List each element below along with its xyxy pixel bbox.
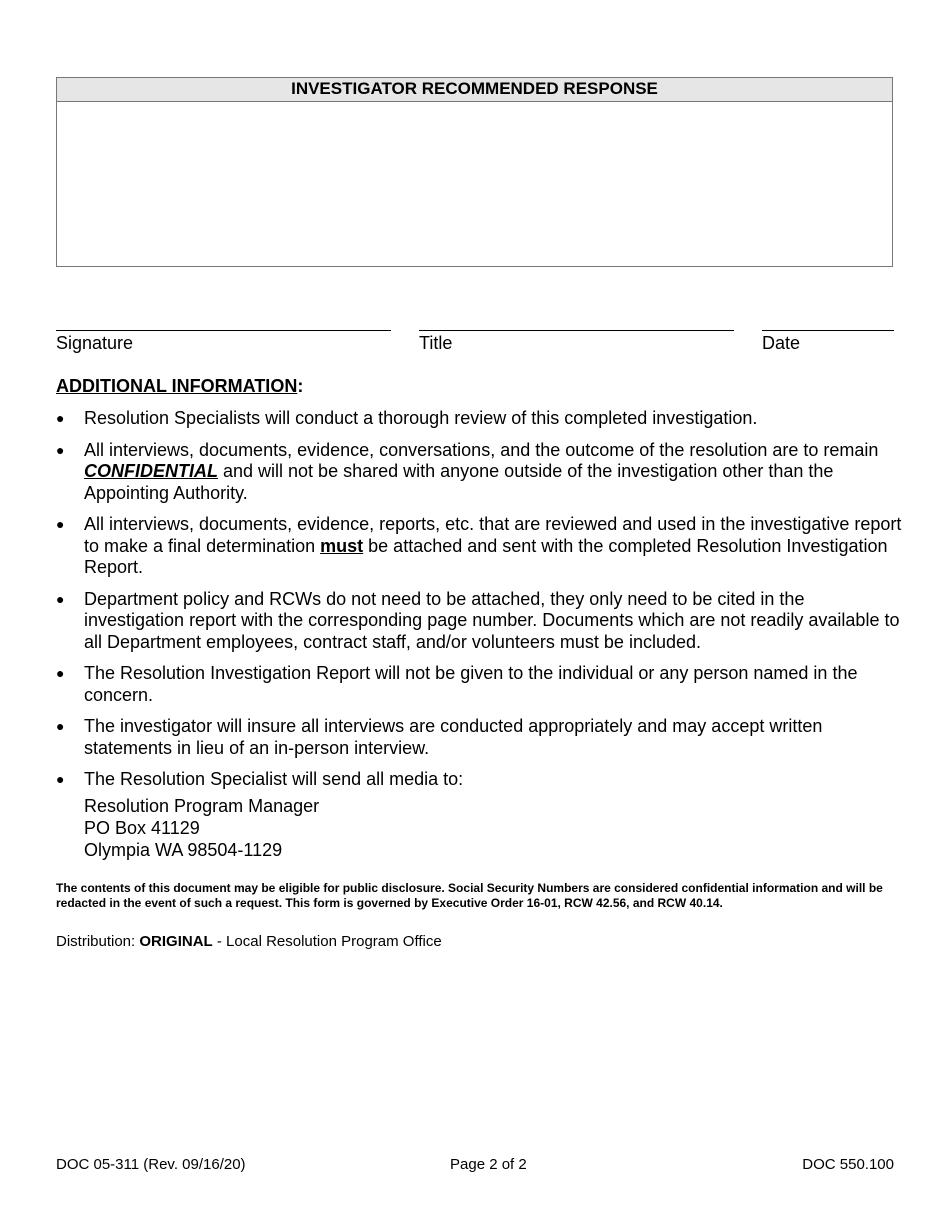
must-after: be attached and sent with the completed Resolution Investigation Report. [84, 535, 888, 577]
bullet-icon: ● [56, 665, 65, 681]
list-item-text [84, 440, 906, 505]
title-label: Title [419, 333, 453, 353]
public-disclosure-notice: The contents of this document may be eligible for public disclosure. Social Security Numbers are considered confidential information and will be redacted in the event of such a request. This form is governed by Executive Order 16-01, RCW 42.56, and RCW 40.14. [56, 881, 883, 910]
list-item-text: The Resolution Investigation Report will not be given to the individual or any person named in the concern. [84, 663, 858, 705]
bullet-icon: ● [56, 441, 65, 458]
response-box-title: INVESTIGATOR RECOMMENDED RESPONSE [57, 78, 892, 102]
list-item [56, 514, 906, 579]
signature-line[interactable] [56, 330, 391, 331]
additional-info-heading [56, 376, 303, 397]
distribution-label: Distribution: [56, 933, 140, 950]
investigator-response-box [56, 77, 893, 267]
list-item [56, 589, 906, 654]
footer-page-number: Page 2 of 2 [450, 1156, 527, 1173]
date-line[interactable] [762, 330, 894, 331]
date-label: Date [762, 333, 801, 353]
list-item-text: Department policy and RCWs do not need to be attached, they only need to be cited in the investigation report with the corresponding page number. Documents which are not readily available to all Department employees, contract staff, and/or volunteers must be included. [84, 588, 900, 652]
bullet-icon: ● [56, 771, 65, 787]
bullet-icon: ● [56, 410, 65, 426]
list-item [56, 440, 906, 505]
footer-policy-number: DOC 550.100 [802, 1156, 894, 1173]
confidential-after: and will not be shared with anyone outside of the investigation other than the Appointing Authority. [84, 461, 834, 503]
address-line-3: Olympia WA 98504-1129 [84, 839, 283, 860]
bullet-icon: ● [56, 590, 65, 607]
distribution-line [56, 933, 442, 950]
signature-label: Signature [56, 333, 134, 353]
response-text-area[interactable] [57, 101, 892, 266]
heading-colon: : [297, 376, 304, 396]
list-item [56, 663, 906, 706]
title-line[interactable] [419, 330, 734, 331]
bullet-icon: ● [56, 718, 65, 734]
mailing-address [84, 795, 906, 861]
additional-info-heading-text: ADDITIONAL INFORMATION [56, 376, 298, 396]
confidential-before: All interviews, documents, evidence, conversations, and the outcome of the resolution are to remain [84, 439, 879, 460]
address-line-1: Resolution Program Manager [84, 795, 320, 816]
list-item-text: The Resolution Specialist will send all media to: [84, 769, 464, 789]
bullet-icon: ● [56, 516, 65, 532]
additional-info-list [56, 408, 906, 871]
list-item-text: The investigator will insure all interviews are conducted appropriately and may accept written statements in lieu of an in-person interview. [84, 716, 823, 758]
list-item [56, 769, 906, 861]
distribution-rest: - Local Resolution Program Office [212, 933, 442, 950]
list-item [56, 716, 906, 759]
list-item-text: Resolution Specialists will conduct a thorough review of this completed investigation. [84, 408, 758, 428]
footer-form-id: DOC 05-311 (Rev. 09/16/20) [56, 1156, 246, 1173]
address-line-2: PO Box 41129 [84, 817, 200, 838]
list-item [56, 408, 906, 430]
must-before: All interviews, documents, evidence, reports, etc. that are reviewed and used in the investigative report to make a final determination [84, 514, 902, 556]
distribution-original: ORIGINAL [139, 933, 213, 950]
list-item-text [84, 514, 906, 579]
confidential-emphasis: CONFIDENTIAL [84, 461, 218, 481]
must-emphasis: must [320, 535, 364, 556]
